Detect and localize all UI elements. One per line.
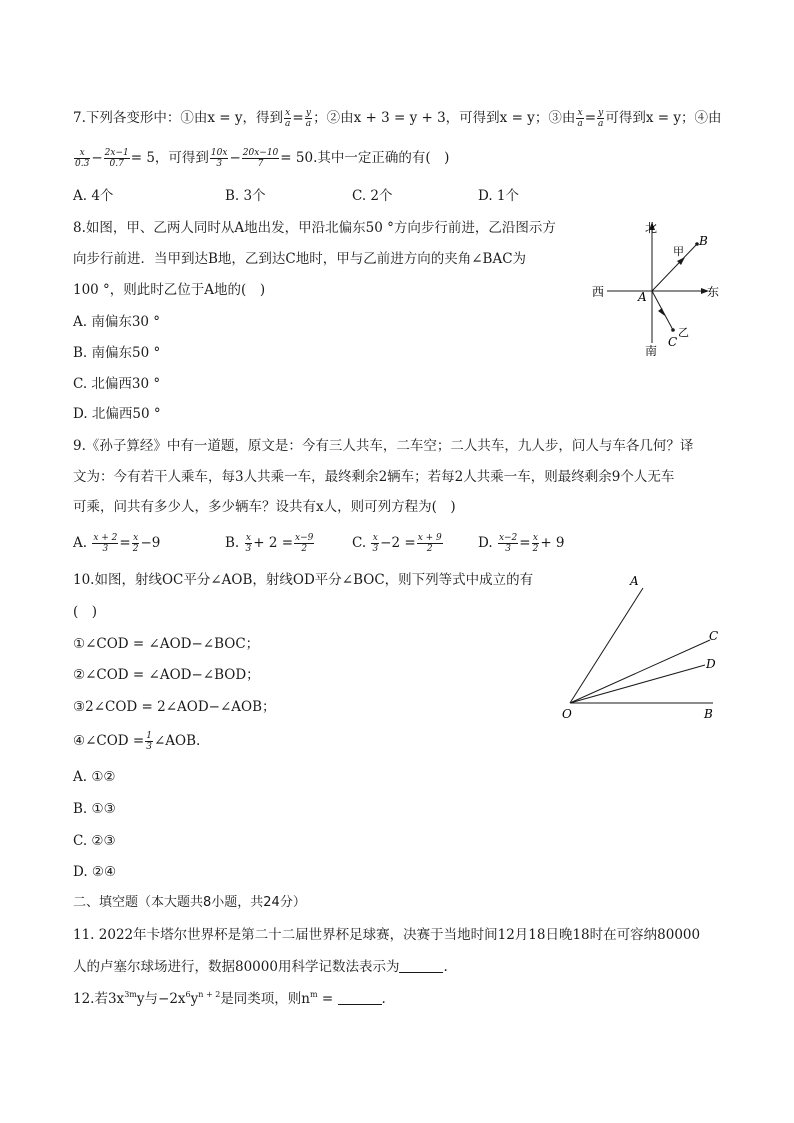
fraction: $\frac{1}{3}$: [146, 731, 152, 752]
fraction: $\frac{x}{2}$: [132, 533, 139, 554]
fraction: $\frac{x}{0.3}$: [75, 148, 90, 169]
answer-blank[interactable]: [399, 958, 443, 973]
label-c: C: [709, 629, 719, 643]
q10-option-a: A. ①②: [73, 769, 116, 785]
q7-option-b: B. 3个: [225, 188, 266, 204]
label-c: C: [668, 335, 678, 349]
q9-line3: 可乘，问共有多少人，多少辆车？设共有x人，则可列方程为( ): [73, 499, 456, 515]
q10-item2: ②∠COD = ∠AOD−∠BOD；: [73, 667, 260, 683]
q12-line: 12.若$3x^{3m}y$与$-2x^6y^{n + 2}$是同类项，则$n^m$ = .: [73, 990, 386, 1007]
q10-option-d: D. ②④: [73, 864, 117, 880]
q10-item3: ③2∠COD = 2∠AOD−∠AOB；: [73, 699, 276, 715]
label-o: O: [562, 707, 572, 721]
q10-item1: ①∠COD = ∠AOD−∠BOC；: [73, 636, 260, 652]
fraction: $\frac{y}{a}$: [598, 108, 604, 129]
q7-option-a: A. 4个: [73, 188, 114, 204]
fraction: $\frac{y}{a}$: [305, 108, 312, 129]
q8-option-a: A. 南偏东30 °: [73, 314, 161, 330]
q10-item4: ④∠COD = $\frac{1}{3}$ ∠AOB.: [73, 731, 201, 752]
label-yi: 乙: [678, 326, 689, 339]
fraction: $\frac{x-9}{2}$: [295, 533, 314, 554]
q11-line1: 11. 2022年卡塔尔世界杯是第二十二届世界杯足球赛，决赛于当地时间12月18日晚18时在可容纳80000: [73, 927, 701, 943]
q9-line2: 文为：今有若干人乘车，每3人共乘一车，最终剩余2辆车；若每2人共乘一车，则最终剩余9个人无车: [73, 469, 675, 485]
q8-line1: 8.如图，甲、乙两人同时从A地出发，甲沿北偏东50 °方向步行前进，乙沿图示方: [73, 220, 556, 236]
q7-option-c: C. 2个: [352, 188, 393, 204]
q7-option-d: D. 1个: [478, 188, 520, 204]
q9-option-a: A. $\frac{x + 2}{3}$ = $\frac{x}{2}$ −9: [73, 533, 161, 554]
fraction: $\frac{x}{3}$: [372, 533, 379, 554]
fraction: $\frac{10x}{3}$: [210, 148, 228, 169]
yi-arrow-icon: [658, 308, 665, 316]
label-south: 南: [645, 344, 658, 358]
q10-option-b: B. ①③: [73, 801, 116, 817]
fraction: $\frac{x}{3}$: [245, 533, 252, 554]
fraction: $\frac{2x-1}{0.7}$: [104, 148, 129, 169]
label-jia: 甲: [673, 245, 684, 258]
fraction: $\frac{x + 9}{2}$: [417, 533, 442, 554]
q10-line1: 10.如图，射线OC平分∠AOB，射线OD平分∠BOC，则下列等式中成立的有: [73, 572, 534, 588]
fraction: $\frac{x}{2}$: [532, 533, 539, 554]
label-b: B: [704, 707, 713, 721]
answer-blank[interactable]: [338, 990, 382, 1005]
q10-line2: ( ): [73, 604, 98, 620]
q8-option-b: B. 南偏东50 °: [73, 345, 161, 361]
q8-line3: 100 °，则此时乙位于A地的( ): [73, 282, 266, 298]
label-east: 东: [707, 285, 720, 299]
q9-option-d: D. $\frac{x-2}{3}$ = $\frac{x}{2}$ + 9: [478, 533, 565, 554]
q8-line2: 向步行前进．当甲到达B地，乙到达C地时，甲与乙前进方向的夹角∠BAC为: [73, 251, 527, 267]
q10-option-c: C. ②③: [73, 833, 116, 849]
q9-line1: 9.《孙子算经》中有一道题，原文是：今有三人共车，二车空；二人共车，九人步，问人与车各几何？译: [73, 438, 694, 454]
ray-oc: [570, 640, 710, 703]
q7-line1: 7.下列各变形中：①由x = y，得到 $\frac{x}{a}$ = $\frac{y}{a}$ ；②由x + 3 = y + 3，可得到x = y；③由 $\frac{x}{a}$ = $\frac{y}{a}$ 可得到x = y；④由: [73, 108, 722, 129]
compass-diagram: [585, 218, 735, 360]
label-a: A: [638, 290, 647, 304]
q9-option-c: C. $\frac{x}{3}$ −2 = $\frac{x + 9}{2}$: [352, 533, 442, 554]
fraction: $\frac{x + 2}{3}$: [93, 533, 118, 554]
label-north: 北: [645, 221, 658, 235]
label-b: B: [699, 234, 708, 248]
q9-option-b: B. $\frac{x}{3}$ + 2 = $\frac{x-9}{2}$: [225, 533, 314, 554]
section-heading-fill-in: 二、填空题（本大题共8小题，共24分）: [73, 895, 306, 910]
fraction: $\frac{x}{a}$: [285, 108, 291, 129]
label-west: 西: [592, 285, 605, 299]
label-a: A: [630, 574, 639, 588]
q8-option-d: D. 北偏西50 °: [73, 406, 161, 422]
q11-line2: 人的卢塞尔球场进行，数据80000用科学记数法表示为 .: [73, 959, 448, 975]
point-c: [671, 328, 675, 332]
fraction: $\frac{x}{a}$: [577, 108, 583, 129]
angle-diagram: [555, 570, 730, 725]
q7-line2: $\frac{x}{0.3}$ − $\frac{2x-1}{0.7}$ = 5，可得到 $\frac{10x}{3}$ − $\frac{20x-10}{7}$ = 50.其中一定正确的有( ): [75, 148, 450, 169]
fraction: $\frac{x-2}{3}$: [498, 533, 518, 554]
label-d: D: [706, 657, 716, 671]
q8-option-c: C. 北偏西30 °: [73, 376, 161, 392]
fraction: $\frac{20x-10}{7}$: [242, 148, 279, 169]
